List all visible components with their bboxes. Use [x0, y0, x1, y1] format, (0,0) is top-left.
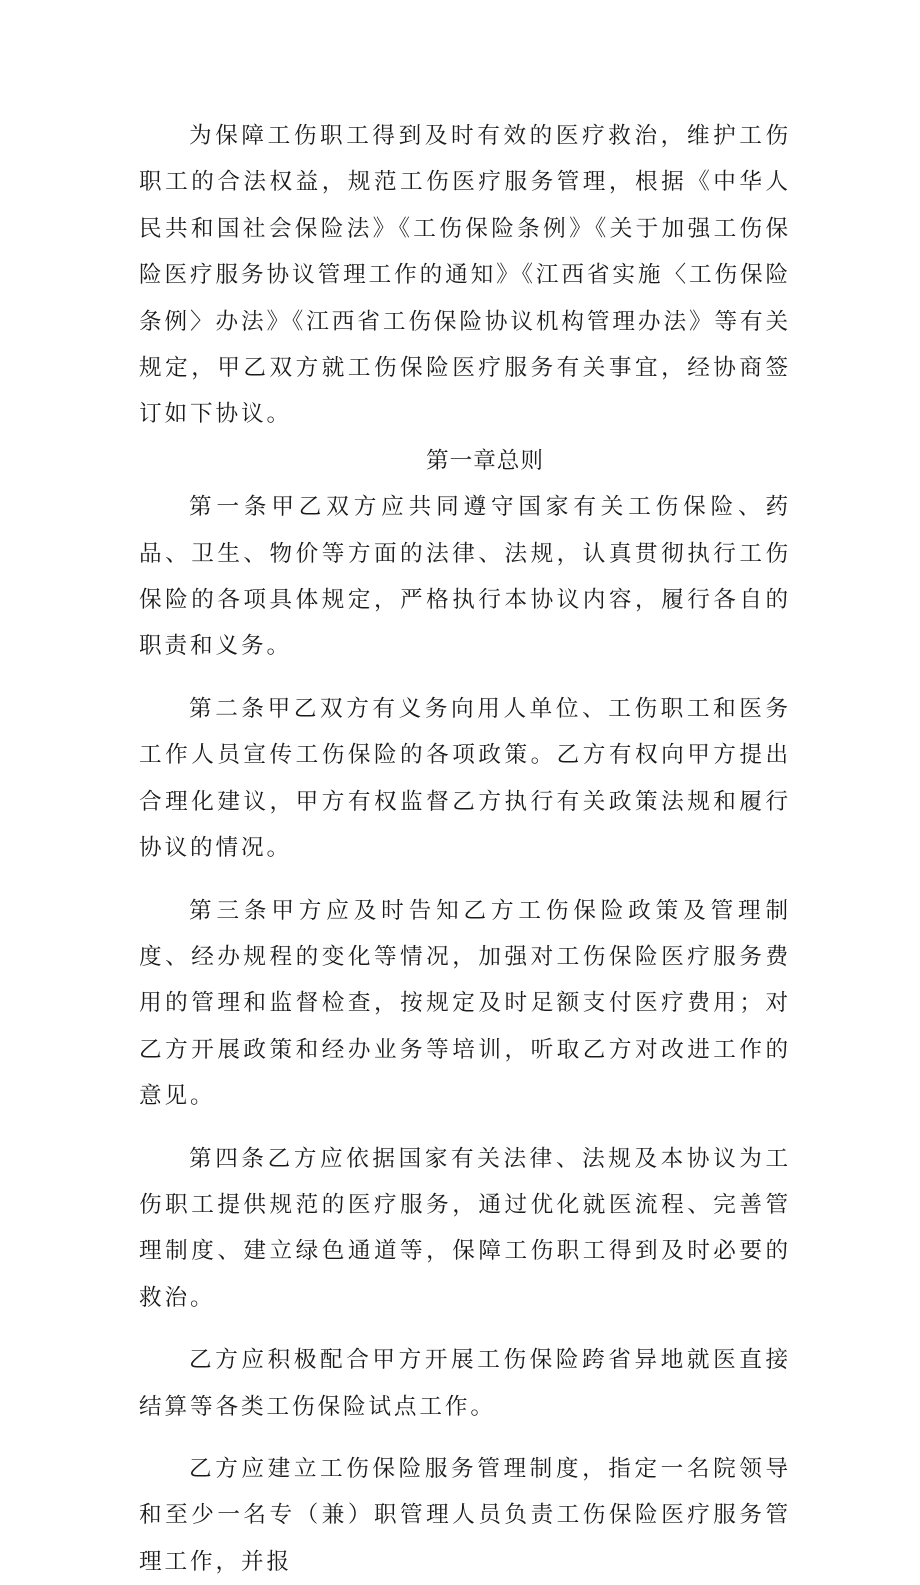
article-2-paragraph: 第二条甲乙双方有义务向用人单位、工伤职工和医务工作人员宣传工伤保险的各项政策。乙方有权向甲方提出合理化建议，甲方有权监督乙方执行有关政策法规和履行协议的情况。 — [139, 695, 791, 862]
intro-paragraph: 为保障工伤职工得到及时有效的医疗救治，维护工伤职工的合法权益，规范工伤医疗服务管理，根据《中华人民共和国社会保险法》《工伤保险条例》《关于加强工伤保险医疗服务协议管理工作的通知》《江西省实施〈工伤保险条例〉办法》《江西省工伤保险协议机构管理办法》等有关规定，甲乙双方就工伤保险医疗服务有关事宜，经协商签订如下协议。 — [139, 123, 791, 428]
pilot-paragraph: 乙方应积极配合甲方开展工伤保险跨省异地就医直接结算等各类工伤保险试点工作。 — [139, 1347, 791, 1420]
article-3-paragraph: 第三条甲方应及时告知乙方工伤保险政策及管理制度、经办规程的变化等情况，加强对工伤保险医疗服务费用的管理和监督检查，按规定及时足额支付医疗费用；对乙方开展政策和经办业务等培训，听取乙方对改进工作的意见。 — [139, 897, 791, 1110]
chapter-title: 第一章总则 — [426, 447, 544, 474]
document-body — [139, 113, 791, 1585]
article-1-paragraph: 第一条甲乙双方应共同遵守国家有关工伤保险、药品、卫生、物价等方面的法律、法规，认真贯彻执行工伤保险的各项具体规定，严格执行本协议内容，履行各自的职责和义务。 — [139, 494, 791, 660]
article-4-paragraph: 第四条乙方应依据国家有关法律、法规及本协议为工伤职工提供规范的医疗服务，通过优化就医流程、完善管理制度、建立绿色通道等，保障工伤职工得到及时必要的救治。 — [139, 1145, 791, 1311]
management-paragraph: 乙方应建立工伤保险服务管理制度，指定一名院领导和至少一名专（兼）职管理人员负责工伤保险医疗服务管理工作，并报 — [139, 1455, 791, 1575]
